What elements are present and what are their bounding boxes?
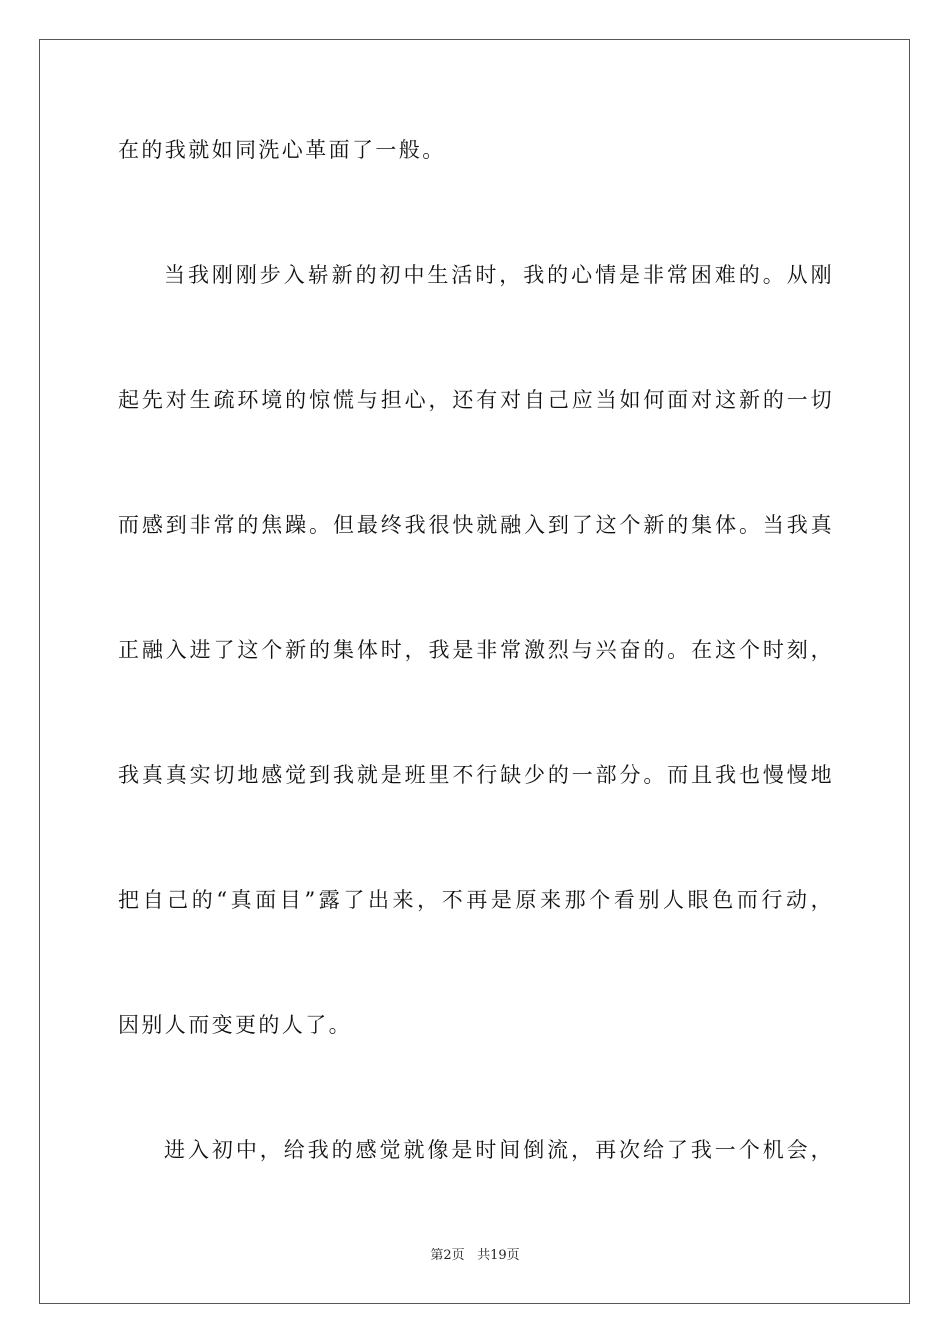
paragraph-2-line-3: 而感到非常的焦躁。但最终我很快就融入到了这个新的集体。当我真: [118, 513, 834, 537]
paragraph-2-line-4: 正融入进了这个新的集体时，我是非常激烈与兴奋的。在这个时刻，: [118, 638, 834, 662]
page-frame: [39, 39, 910, 1304]
paragraph-2-line-7: 因别人而变更的人了。: [118, 1013, 352, 1037]
paragraph-2-line-6: 把自己的“真面目”露了出来，不再是原来那个看别人眼色而行动，: [118, 888, 834, 912]
paragraph-1-line-1: 在的我就如同洗心革面了一般。: [118, 138, 446, 162]
paragraph-3-line-1: 进入初中，给我的感觉就像是时间倒流，再次给了我一个机会，: [164, 1138, 834, 1162]
paragraph-2-line-5: 我真真实切地感觉到我就是班里不行缺少的一部分。而且我也慢慢地: [118, 763, 834, 787]
paragraph-2-line-2: 起先对生疏环境的惊慌与担心，还有对自己应当如何面对这新的一切: [118, 388, 834, 412]
page-footer: [0, 1247, 950, 1265]
paragraph-2-line-1: 当我刚刚步入崭新的初中生活时，我的心情是非常困难的。从刚: [164, 263, 834, 287]
page-total: 共19页: [477, 1248, 520, 1263]
page-number: 第2页: [430, 1248, 465, 1263]
